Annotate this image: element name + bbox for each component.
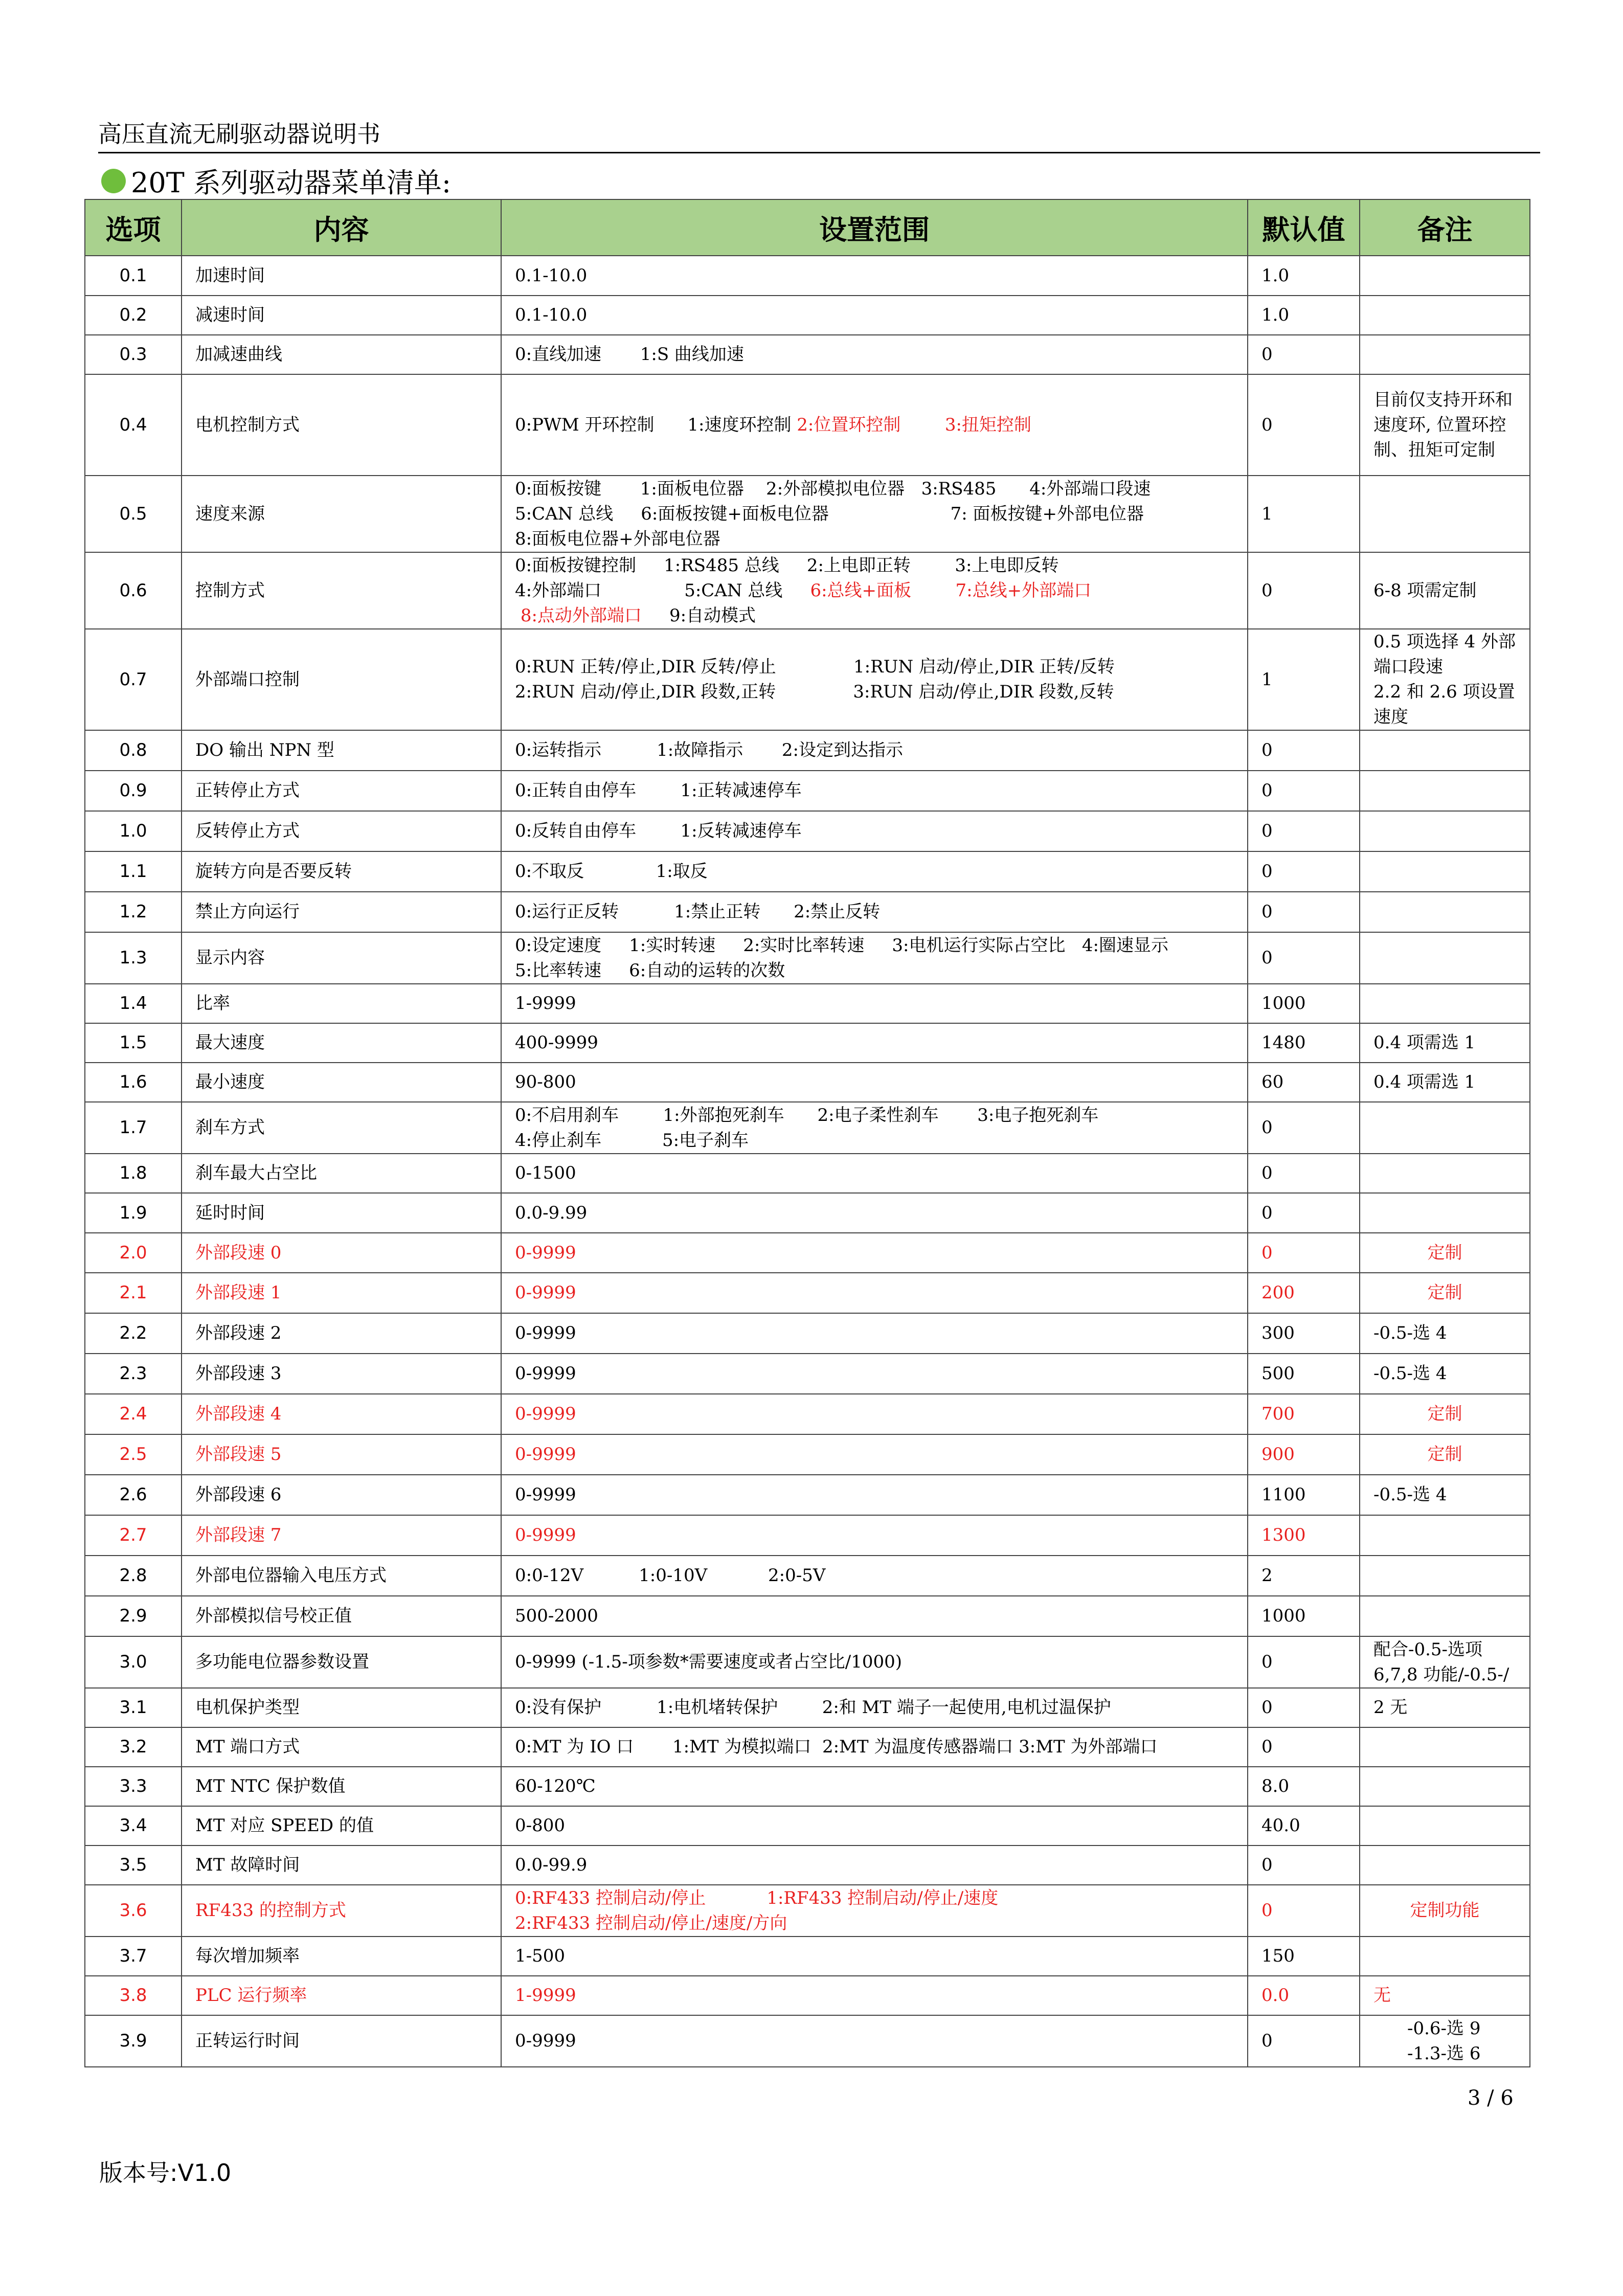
cell-content: 刹车最大占空比 — [182, 1154, 501, 1193]
green-bullet-icon — [101, 169, 126, 193]
cell-note: 定制 — [1360, 1273, 1530, 1313]
cell-default: 0 — [1248, 374, 1360, 476]
cell-content: 控制方式 — [182, 552, 501, 629]
table-row — [85, 1596, 1530, 1636]
cell-range: 0-9999 — [501, 1394, 1248, 1434]
cell-option: 2.7 — [85, 1515, 182, 1556]
cell-option: 0.3 — [85, 335, 182, 374]
table-row — [85, 1845, 1530, 1885]
cell-option: 1.8 — [85, 1154, 182, 1193]
cell-note: 无 — [1360, 1976, 1530, 2015]
cell-option: 2.1 — [85, 1273, 182, 1313]
table-row — [85, 1023, 1530, 1063]
cell-range: 90-800 — [501, 1063, 1248, 1102]
cell-note — [1360, 256, 1530, 296]
cell-note: -0.5-选 4 — [1360, 1354, 1530, 1394]
cell-option: 1.3 — [85, 932, 182, 984]
table-row — [85, 892, 1530, 932]
cell-note — [1360, 1767, 1530, 1806]
cell-content: 减速时间 — [182, 296, 501, 335]
cell-note — [1360, 771, 1530, 811]
cell-default: 0 — [1248, 1727, 1360, 1767]
cell-default: 1.0 — [1248, 296, 1360, 335]
cell-note: 0.4 项需选 1 — [1360, 1063, 1530, 1102]
table-row — [85, 1937, 1530, 1976]
cell-option: 2.4 — [85, 1394, 182, 1434]
range-segment: 0:面板按键控制 1:RS485 总线 2:上电即正转 3:上电即反转 4:外部端口 5:CAN 总线 — [515, 555, 1059, 601]
cell-content: 外部段速 1 — [182, 1273, 501, 1313]
cell-content: 电机保护类型 — [182, 1688, 501, 1727]
cell-range: 0-9999 — [501, 1434, 1248, 1475]
cell-range: 0-9999 — [501, 2015, 1248, 2067]
cell-option: 1.2 — [85, 892, 182, 932]
cell-content: 外部段速 7 — [182, 1515, 501, 1556]
range-segment: 6:总线+面板 7:总线+外部端口 8:点动外部端口 — [520, 580, 1092, 626]
cell-content: 显示内容 — [182, 932, 501, 984]
cell-default: 0 — [1248, 730, 1360, 771]
table-body — [85, 256, 1530, 2067]
cell-content: 外部段速 0 — [182, 1233, 501, 1273]
range-segment: 9:自动模式 — [641, 605, 756, 626]
table-row — [85, 1475, 1530, 1515]
cell-note — [1360, 984, 1530, 1023]
cell-option: 2.9 — [85, 1596, 182, 1636]
cell-content: 禁止方向运行 — [182, 892, 501, 932]
cell-option: 3.9 — [85, 2015, 182, 2067]
cell-range: 0-9999 (-1.5-项参数*需要速度或者占空比/1000) — [501, 1636, 1248, 1688]
cell-content: 外部段速 3 — [182, 1354, 501, 1394]
cell-content: MT 故障时间 — [182, 1845, 501, 1885]
cell-option: 3.5 — [85, 1845, 182, 1885]
cell-default: 0 — [1248, 552, 1360, 629]
header-divider — [98, 152, 1540, 153]
cell-range: 0:面板按键 1:面板电位器 2:外部模拟电位器 3:RS485 4:外部端口段速 5:CAN 总线 6:面板按键+面板电位器 7: 面板按键+外部电位器 8:面板电位器+外部电位器 — [501, 476, 1248, 552]
cell-range: 0:运行正反转 1:禁止正转 2:禁止反转 — [501, 892, 1248, 932]
cell-range: 0:反转自由停车 1:反转减速停车 — [501, 811, 1248, 851]
cell-range: 0:没有保护 1:电机堵转保护 2:和 MT 端子一起使用,电机过温保护 — [501, 1688, 1248, 1727]
table-row — [85, 1273, 1530, 1313]
cell-content: 正转运行时间 — [182, 2015, 501, 2067]
cell-range: 0-1500 — [501, 1154, 1248, 1193]
table-row — [85, 1636, 1530, 1688]
cell-default: 0.0 — [1248, 1976, 1360, 2015]
cell-range: 0:RF433 控制启动/停止 1:RF433 控制启动/停止/速度 2:RF433 控制启动/停止/速度/方向 — [501, 1885, 1248, 1937]
cell-default: 1100 — [1248, 1475, 1360, 1515]
cell-range: 0-9999 — [501, 1354, 1248, 1394]
cell-range: 0:设定速度 1:实时转速 2:实时比率转速 3:电机运行实际占空比 4:圈速显示 5:比率转速 6:自动的运转的次数 — [501, 932, 1248, 984]
cell-note: -0.5-选 4 — [1360, 1313, 1530, 1354]
cell-note: 配合-0.5-选项6,7,8 功能/-0.5-/ — [1360, 1636, 1530, 1688]
cell-range: 400-9999 — [501, 1023, 1248, 1063]
table-row — [85, 1515, 1530, 1556]
cell-default: 300 — [1248, 1313, 1360, 1354]
table-row — [85, 1154, 1530, 1193]
table-row — [85, 1767, 1530, 1806]
cell-note — [1360, 1806, 1530, 1845]
table-row — [85, 335, 1530, 374]
cell-default: 1300 — [1248, 1515, 1360, 1556]
column-header-range: 设置范围 — [501, 199, 1248, 256]
table-row — [85, 1976, 1530, 2015]
cell-note — [1360, 1937, 1530, 1976]
cell-default: 0 — [1248, 1102, 1360, 1154]
cell-range — [501, 552, 1248, 629]
table-header-row — [85, 199, 1530, 256]
cell-default: 1 — [1248, 629, 1360, 730]
cell-note — [1360, 1154, 1530, 1193]
cell-content: 加速时间 — [182, 256, 501, 296]
cell-option: 0.5 — [85, 476, 182, 552]
cell-option: 0.6 — [85, 552, 182, 629]
cell-note: 0.5 项选择 4 外部端口段速 2.2 和 2.6 项设置速度 — [1360, 629, 1530, 730]
cell-default: 0 — [1248, 892, 1360, 932]
cell-range — [501, 374, 1248, 476]
cell-note: 目前仅支持开环和速度环, 位置环控制、扭矩可定制 — [1360, 374, 1530, 476]
cell-default: 0 — [1248, 932, 1360, 984]
cell-default: 2 — [1248, 1556, 1360, 1596]
cell-note — [1360, 1845, 1530, 1885]
cell-default: 0 — [1248, 811, 1360, 851]
cell-option: 2.8 — [85, 1556, 182, 1596]
section-title-text: 20T 系列驱动器菜单清单: — [131, 167, 452, 199]
cell-note: -0.6-选 9 -1.3-选 6 — [1360, 2015, 1530, 2067]
cell-option: 3.7 — [85, 1937, 182, 1976]
cell-default: 1000 — [1248, 984, 1360, 1023]
cell-default: 900 — [1248, 1434, 1360, 1475]
range-segment: 2:位置环控制 3:扭矩控制 — [797, 414, 1031, 435]
cell-default: 1000 — [1248, 1596, 1360, 1636]
cell-note — [1360, 1596, 1530, 1636]
cell-default: 1480 — [1248, 1023, 1360, 1063]
cell-note — [1360, 476, 1530, 552]
cell-option: 1.1 — [85, 851, 182, 892]
cell-content: 反转停止方式 — [182, 811, 501, 851]
cell-range: 1-9999 — [501, 984, 1248, 1023]
table-row — [85, 552, 1530, 629]
cell-note — [1360, 892, 1530, 932]
cell-range: 0-800 — [501, 1806, 1248, 1845]
cell-content: MT 对应 SPEED 的值 — [182, 1806, 501, 1845]
cell-option: 2.0 — [85, 1233, 182, 1273]
cell-note: 定制 — [1360, 1394, 1530, 1434]
table-row — [85, 1556, 1530, 1596]
cell-content: 外部段速 5 — [182, 1434, 501, 1475]
version-label: 版本号:V1.0 — [99, 2159, 232, 2187]
cell-range: 0:RUN 正转/停止,DIR 反转/停止 1:RUN 启动/停止,DIR 正转/反转 2:RUN 启动/停止,DIR 段数,正转 3:RUN 启动/停止,DIR 段数,反转 — [501, 629, 1248, 730]
page-number: 3 / 6 — [1468, 2086, 1514, 2110]
cell-note — [1360, 1515, 1530, 1556]
cell-default: 0 — [1248, 771, 1360, 811]
cell-content: 每次增加频率 — [182, 1937, 501, 1976]
table-row — [85, 1688, 1530, 1727]
table-row — [85, 811, 1530, 851]
cell-range: 0-9999 — [501, 1515, 1248, 1556]
table-row — [85, 629, 1530, 730]
cell-default: 1 — [1248, 476, 1360, 552]
table-row — [85, 296, 1530, 335]
table-row — [85, 1806, 1530, 1845]
table-row — [85, 1233, 1530, 1273]
cell-default: 500 — [1248, 1354, 1360, 1394]
table-row — [85, 1063, 1530, 1102]
cell-option: 3.3 — [85, 1767, 182, 1806]
cell-default: 0 — [1248, 1154, 1360, 1193]
cell-option: 1.6 — [85, 1063, 182, 1102]
cell-option: 1.0 — [85, 811, 182, 851]
cell-range: 1-500 — [501, 1937, 1248, 1976]
cell-note: 定制 — [1360, 1434, 1530, 1475]
cell-option: 3.8 — [85, 1976, 182, 2015]
cell-option: 2.2 — [85, 1313, 182, 1354]
cell-note — [1360, 811, 1530, 851]
cell-range: 500-2000 — [501, 1596, 1248, 1636]
cell-content: 正转停止方式 — [182, 771, 501, 811]
cell-default: 0 — [1248, 1636, 1360, 1688]
cell-range: 0:0-12V 1:0-10V 2:0-5V — [501, 1556, 1248, 1596]
cell-note: 定制 — [1360, 1233, 1530, 1273]
cell-option: 3.2 — [85, 1727, 182, 1767]
cell-content: DO 输出 NPN 型 — [182, 730, 501, 771]
cell-option: 0.4 — [85, 374, 182, 476]
table-row — [85, 1102, 1530, 1154]
cell-content: 多功能电位器参数设置 — [182, 1636, 501, 1688]
section-title — [101, 161, 451, 200]
cell-content: 外部段速 4 — [182, 1394, 501, 1434]
table-row — [85, 851, 1530, 892]
cell-option: 3.0 — [85, 1636, 182, 1688]
cell-note: -0.5-选 4 — [1360, 1475, 1530, 1515]
cell-content: 最大速度 — [182, 1023, 501, 1063]
cell-range: 0-9999 — [501, 1313, 1248, 1354]
cell-default: 60 — [1248, 1063, 1360, 1102]
cell-default: 0 — [1248, 1688, 1360, 1727]
cell-default: 8.0 — [1248, 1767, 1360, 1806]
cell-range: 0:运转指示 1:故障指示 2:设定到达指示 — [501, 730, 1248, 771]
table-row — [85, 374, 1530, 476]
table-row — [85, 1313, 1530, 1354]
cell-option: 2.5 — [85, 1434, 182, 1475]
cell-option: 1.9 — [85, 1193, 182, 1233]
table-row — [85, 1354, 1530, 1394]
cell-content: 速度来源 — [182, 476, 501, 552]
cell-range: 0:不启用刹车 1:外部抱死刹车 2:电子柔性刹车 3:电子抱死刹车 4:停止刹车 5:电子刹车 — [501, 1102, 1248, 1154]
cell-content: 外部模拟信号校正值 — [182, 1596, 501, 1636]
cell-note: 定制功能 — [1360, 1885, 1530, 1937]
cell-content: 比率 — [182, 984, 501, 1023]
menu-table — [84, 199, 1530, 2067]
cell-note — [1360, 1193, 1530, 1233]
table-row — [85, 2015, 1530, 2067]
cell-note — [1360, 1727, 1530, 1767]
cell-content: RF433 的控制方式 — [182, 1885, 501, 1937]
cell-note — [1360, 335, 1530, 374]
cell-option: 0.1 — [85, 256, 182, 296]
cell-option: 1.7 — [85, 1102, 182, 1154]
cell-range: 0:不取反 1:取反 — [501, 851, 1248, 892]
cell-range: 0-9999 — [501, 1273, 1248, 1313]
cell-content: 电机控制方式 — [182, 374, 501, 476]
table-row — [85, 730, 1530, 771]
cell-option: 3.4 — [85, 1806, 182, 1845]
cell-default: 0 — [1248, 1193, 1360, 1233]
cell-default: 0 — [1248, 335, 1360, 374]
cell-range: 0:MT 为 IO 口 1:MT 为模拟端口 2:MT 为温度传感器端口 3:MT 为外部端口 — [501, 1727, 1248, 1767]
cell-default: 40.0 — [1248, 1806, 1360, 1845]
table-row — [85, 1434, 1530, 1475]
cell-note: 6-8 项需定制 — [1360, 552, 1530, 629]
cell-content: 外部端口控制 — [182, 629, 501, 730]
cell-content: MT NTC 保护数值 — [182, 1767, 501, 1806]
cell-option: 0.2 — [85, 296, 182, 335]
cell-note — [1360, 932, 1530, 984]
table-row — [85, 932, 1530, 984]
cell-note: 2 无 — [1360, 1688, 1530, 1727]
cell-option: 2.6 — [85, 1475, 182, 1515]
cell-range: 60-120℃ — [501, 1767, 1248, 1806]
cell-option: 3.6 — [85, 1885, 182, 1937]
document-header: 高压直流无刷驱动器说明书 — [98, 120, 380, 148]
cell-content: 外部段速 6 — [182, 1475, 501, 1515]
table-row — [85, 1394, 1530, 1434]
cell-content: 外部电位器输入电压方式 — [182, 1556, 501, 1596]
cell-default: 150 — [1248, 1937, 1360, 1976]
table-row — [85, 984, 1530, 1023]
cell-range: 1-9999 — [501, 1976, 1248, 2015]
cell-option: 0.7 — [85, 629, 182, 730]
cell-content: MT 端口方式 — [182, 1727, 501, 1767]
cell-default: 0 — [1248, 1233, 1360, 1273]
cell-content: 刹车方式 — [182, 1102, 501, 1154]
cell-note — [1360, 1102, 1530, 1154]
cell-content: 外部段速 2 — [182, 1313, 501, 1354]
cell-note — [1360, 296, 1530, 335]
cell-default: 0 — [1248, 2015, 1360, 2067]
cell-option: 1.5 — [85, 1023, 182, 1063]
cell-default: 0 — [1248, 851, 1360, 892]
table-row — [85, 1885, 1530, 1937]
column-header-default: 默认值 — [1248, 199, 1360, 256]
cell-default: 200 — [1248, 1273, 1360, 1313]
cell-range: 0-9999 — [501, 1475, 1248, 1515]
cell-range: 0.0-9.99 — [501, 1193, 1248, 1233]
cell-range: 0.1-10.0 — [501, 256, 1248, 296]
cell-range: 0.0-99.9 — [501, 1845, 1248, 1885]
cell-default: 700 — [1248, 1394, 1360, 1434]
table-row — [85, 771, 1530, 811]
table-row — [85, 1193, 1530, 1233]
cell-default: 1.0 — [1248, 256, 1360, 296]
cell-option: 1.4 — [85, 984, 182, 1023]
table-row — [85, 476, 1530, 552]
cell-default: 0 — [1248, 1885, 1360, 1937]
cell-note — [1360, 730, 1530, 771]
cell-note — [1360, 851, 1530, 892]
cell-option: 3.1 — [85, 1688, 182, 1727]
cell-content: 延时时间 — [182, 1193, 501, 1233]
cell-range: 0:直线加速 1:S 曲线加速 — [501, 335, 1248, 374]
cell-content: 加减速曲线 — [182, 335, 501, 374]
cell-range: 0:正转自由停车 1:正转减速停车 — [501, 771, 1248, 811]
cell-note: 0.4 项需选 1 — [1360, 1023, 1530, 1063]
cell-option: 0.8 — [85, 730, 182, 771]
cell-content: 旋转方向是否要反转 — [182, 851, 501, 892]
column-header-content: 内容 — [182, 199, 501, 256]
range-segment: 0:PWM 开环控制 1:速度环控制 — [515, 414, 797, 435]
cell-default: 0 — [1248, 1845, 1360, 1885]
column-header-note: 备注 — [1360, 199, 1530, 256]
table-row — [85, 256, 1530, 296]
cell-option: 0.9 — [85, 771, 182, 811]
cell-range: 0.1-10.0 — [501, 296, 1248, 335]
column-header-option: 选项 — [85, 199, 182, 256]
cell-note — [1360, 1556, 1530, 1596]
table-row — [85, 1727, 1530, 1767]
cell-option: 2.3 — [85, 1354, 182, 1394]
cell-content: 最小速度 — [182, 1063, 501, 1102]
cell-content: PLC 运行频率 — [182, 1976, 501, 2015]
cell-range: 0-9999 — [501, 1233, 1248, 1273]
